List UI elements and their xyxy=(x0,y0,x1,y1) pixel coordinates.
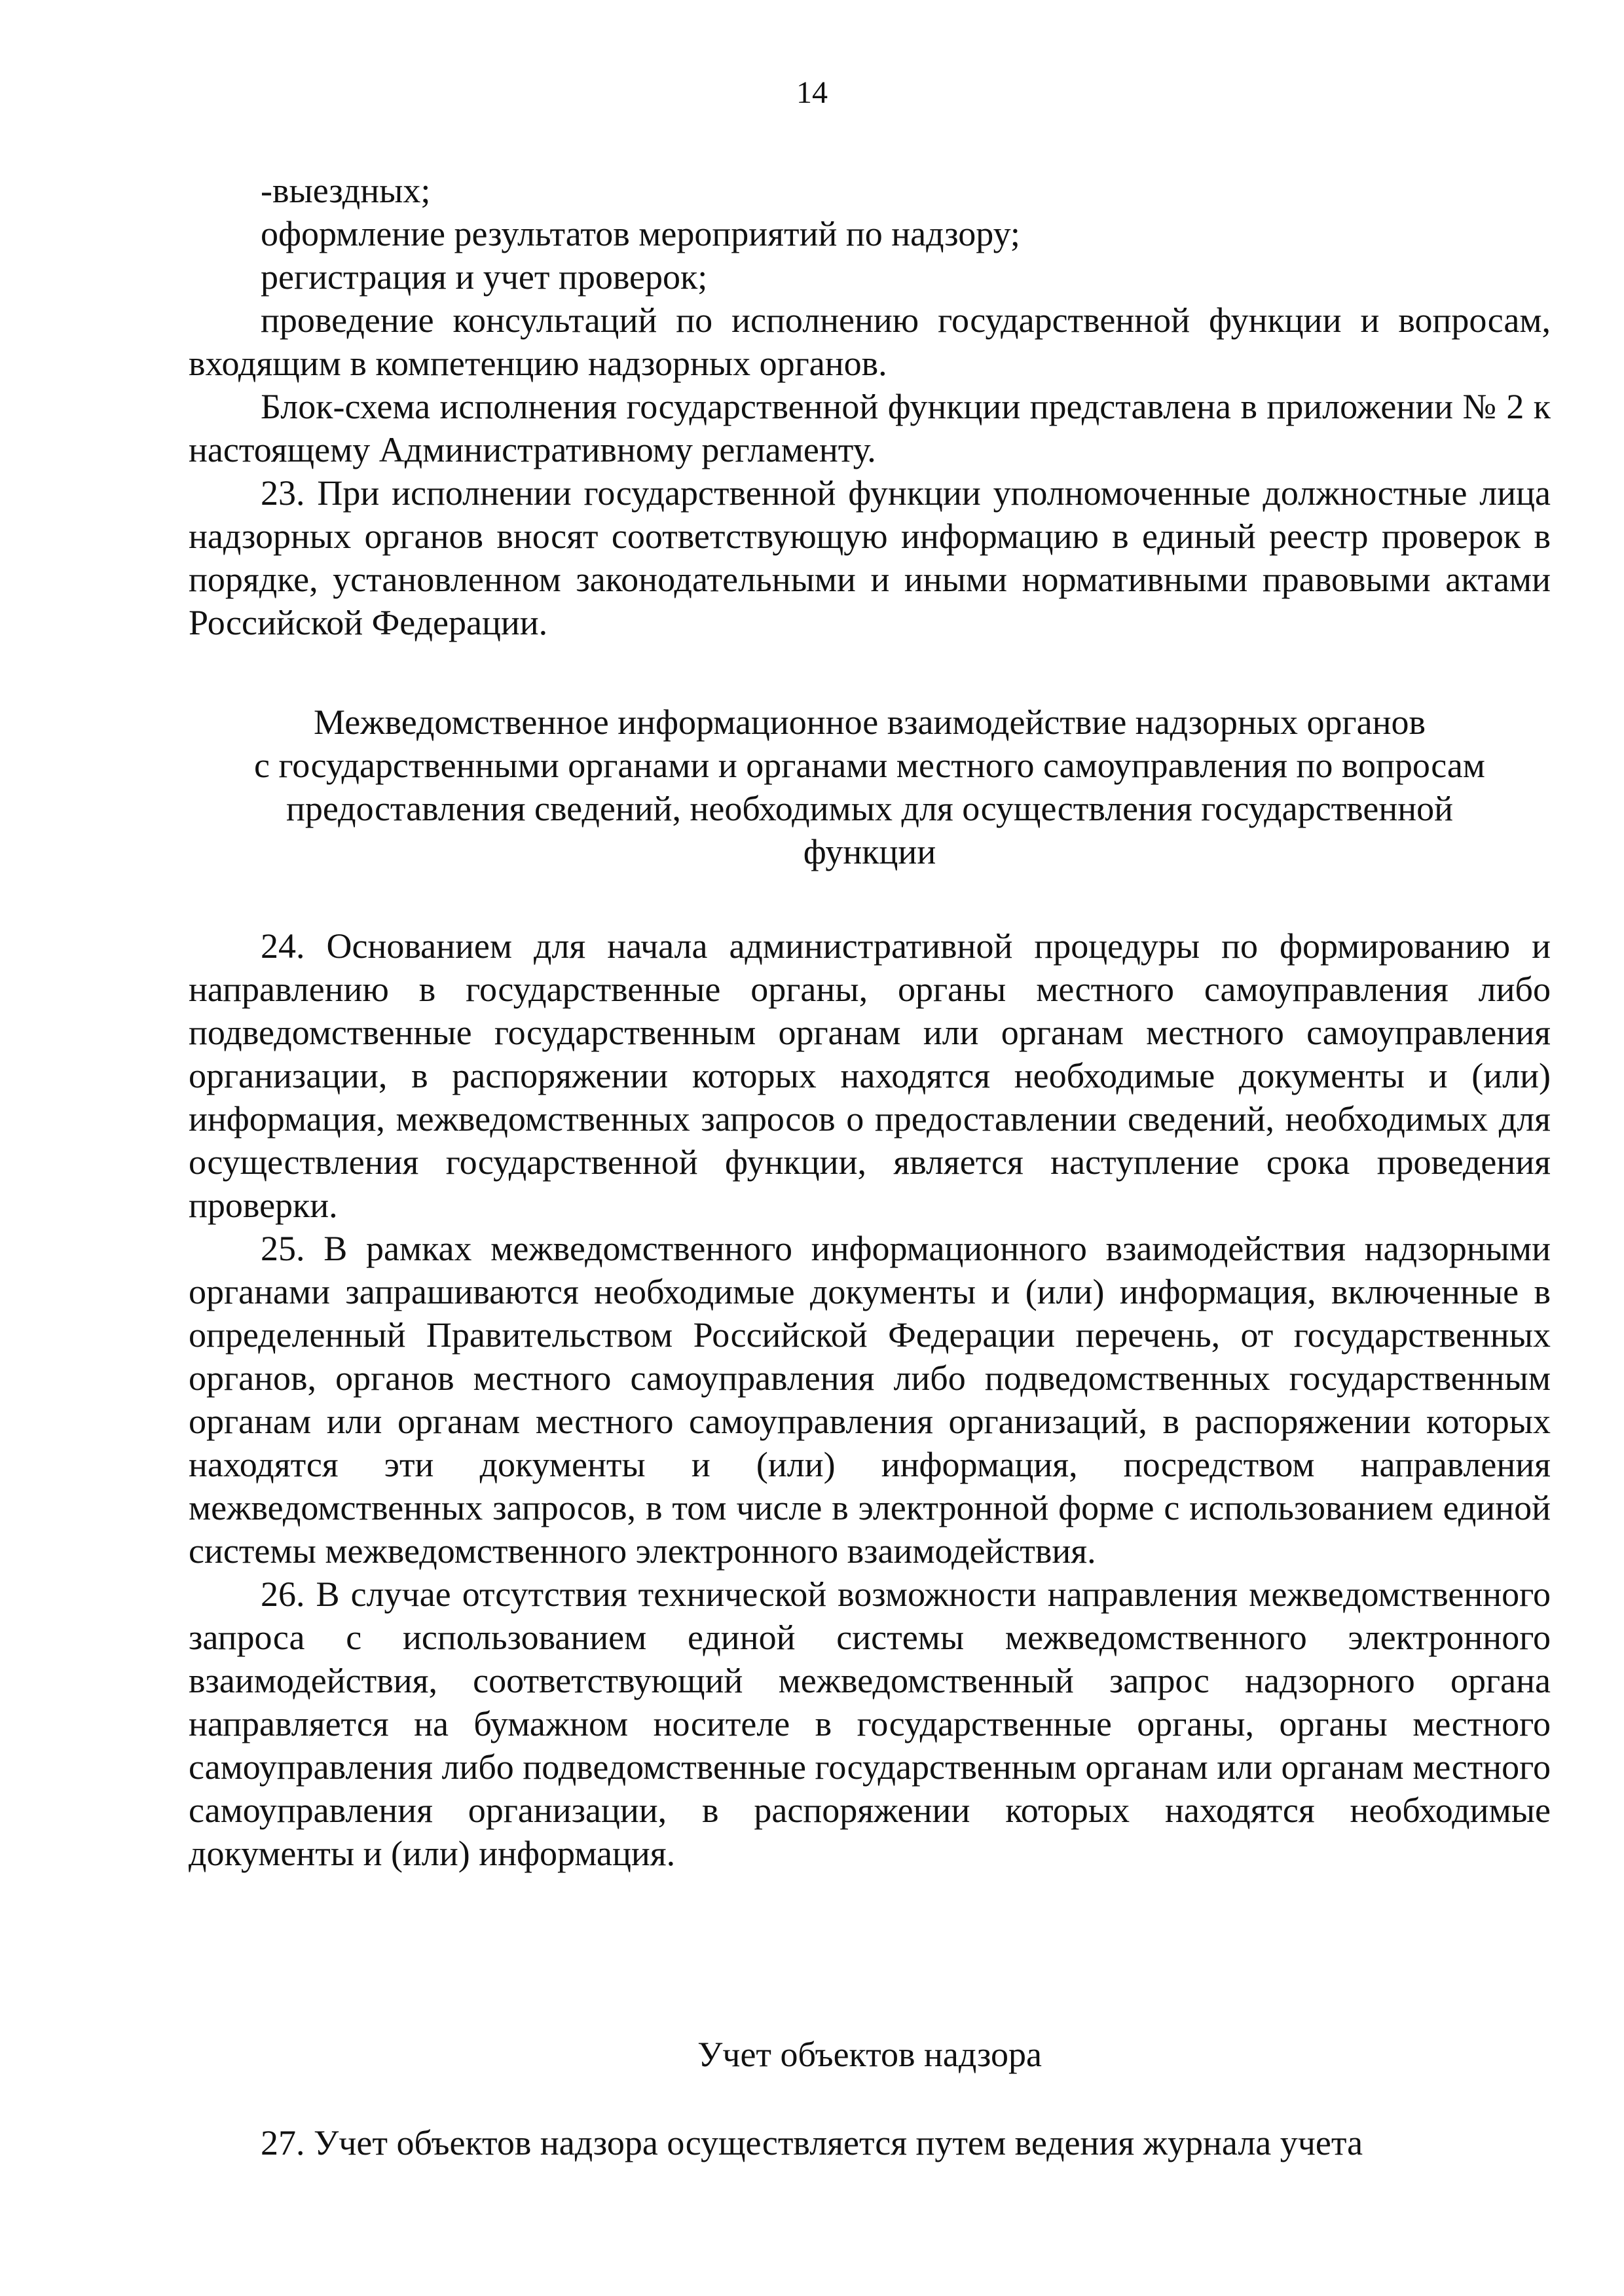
paragraph-24: 24. Основанием для начала административной процедуры по формированию и направлению в государственные органы, органы местного самоуправления либо подведомственные государственным органам или органам местного самоуправления организации, в распоряжении которых находятся необходимые документы и (или) информация, межведомственных запросов о предоставлении сведений, необходимых для осуществления государственной функции, является наступление срока проведения проверки. xyxy=(189,926,1551,1225)
heading-line: с государственными органами и органами местного самоуправления по вопросам xyxy=(254,746,1485,785)
page-number: 14 xyxy=(796,75,828,110)
heading-line: предоставления сведений, необходимых для осуществления государственной xyxy=(286,789,1454,828)
heading-line: Межведомственное информационное взаимодействие надзорных органов xyxy=(313,702,1426,742)
paragraph-block-scheme: Блок-схема исполнения государственной функции представлена в приложении № 2 к настоящему Административному регламенту. xyxy=(189,387,1551,469)
heading-accounting-wrap xyxy=(189,2033,1551,2076)
paragraph-26: 26. В случае отсутствия технической возможности направления межведомственного запроса с использованием единой системы межведомственного электронного взаимодействия, соответствующий межведомственный запрос надзорного органа направляется на бумажном носителе в государственные органы, органы местного самоуправления либо подведомственные государственным органам или органам местного самоуправления организации, в распоряжении которых находятся необходимые документы и (или) информация. xyxy=(189,1575,1551,1873)
heading-accounting: Учет объектов надзора xyxy=(697,2035,1042,2074)
section-27 xyxy=(189,2121,1551,2164)
list-item: -выездных; xyxy=(261,171,431,210)
list-section xyxy=(189,169,1551,644)
list-item: оформление результатов мероприятий по надзору; xyxy=(261,214,1020,253)
paragraph-25: 25. В рамках межведомственного информационного взаимодействия надзорными органами запрашиваются необходимые документы и (или) информация, включенные в определенный Правительством Российской Федерации перечень, от государственных органов, органов местного самоуправления либо подведомственных государственным органам или органам местного самоуправления организаций, в распоряжении которых находятся эти документы и (или) информация, посредством направления межведомственных запросов, в том числе в электронной форме с использованием единой системы межведомственного электронного взаимодействия. xyxy=(189,1229,1551,1571)
paragraph-consultations: проведение консультаций по исполнению государственной функции и вопросам, входящим в компетенцию надзорных органов. xyxy=(189,301,1551,383)
main-section xyxy=(189,924,1551,1875)
heading-line: функции xyxy=(803,832,936,871)
list-item: регистрация и учет проверок; xyxy=(261,257,708,297)
paragraph-23: 23. При исполнении государственной функции уполномоченные должностные лица надзорных органов вносят соответствующую информацию в единый реестр проверок в порядке, установленном законодательными и иными нормативными правовыми актами Российской Федерации. xyxy=(189,473,1551,642)
paragraph-27: 27. Учет объектов надзора осуществляется путем ведения журнала учета xyxy=(261,2123,1363,2162)
heading-interagency xyxy=(189,701,1551,873)
